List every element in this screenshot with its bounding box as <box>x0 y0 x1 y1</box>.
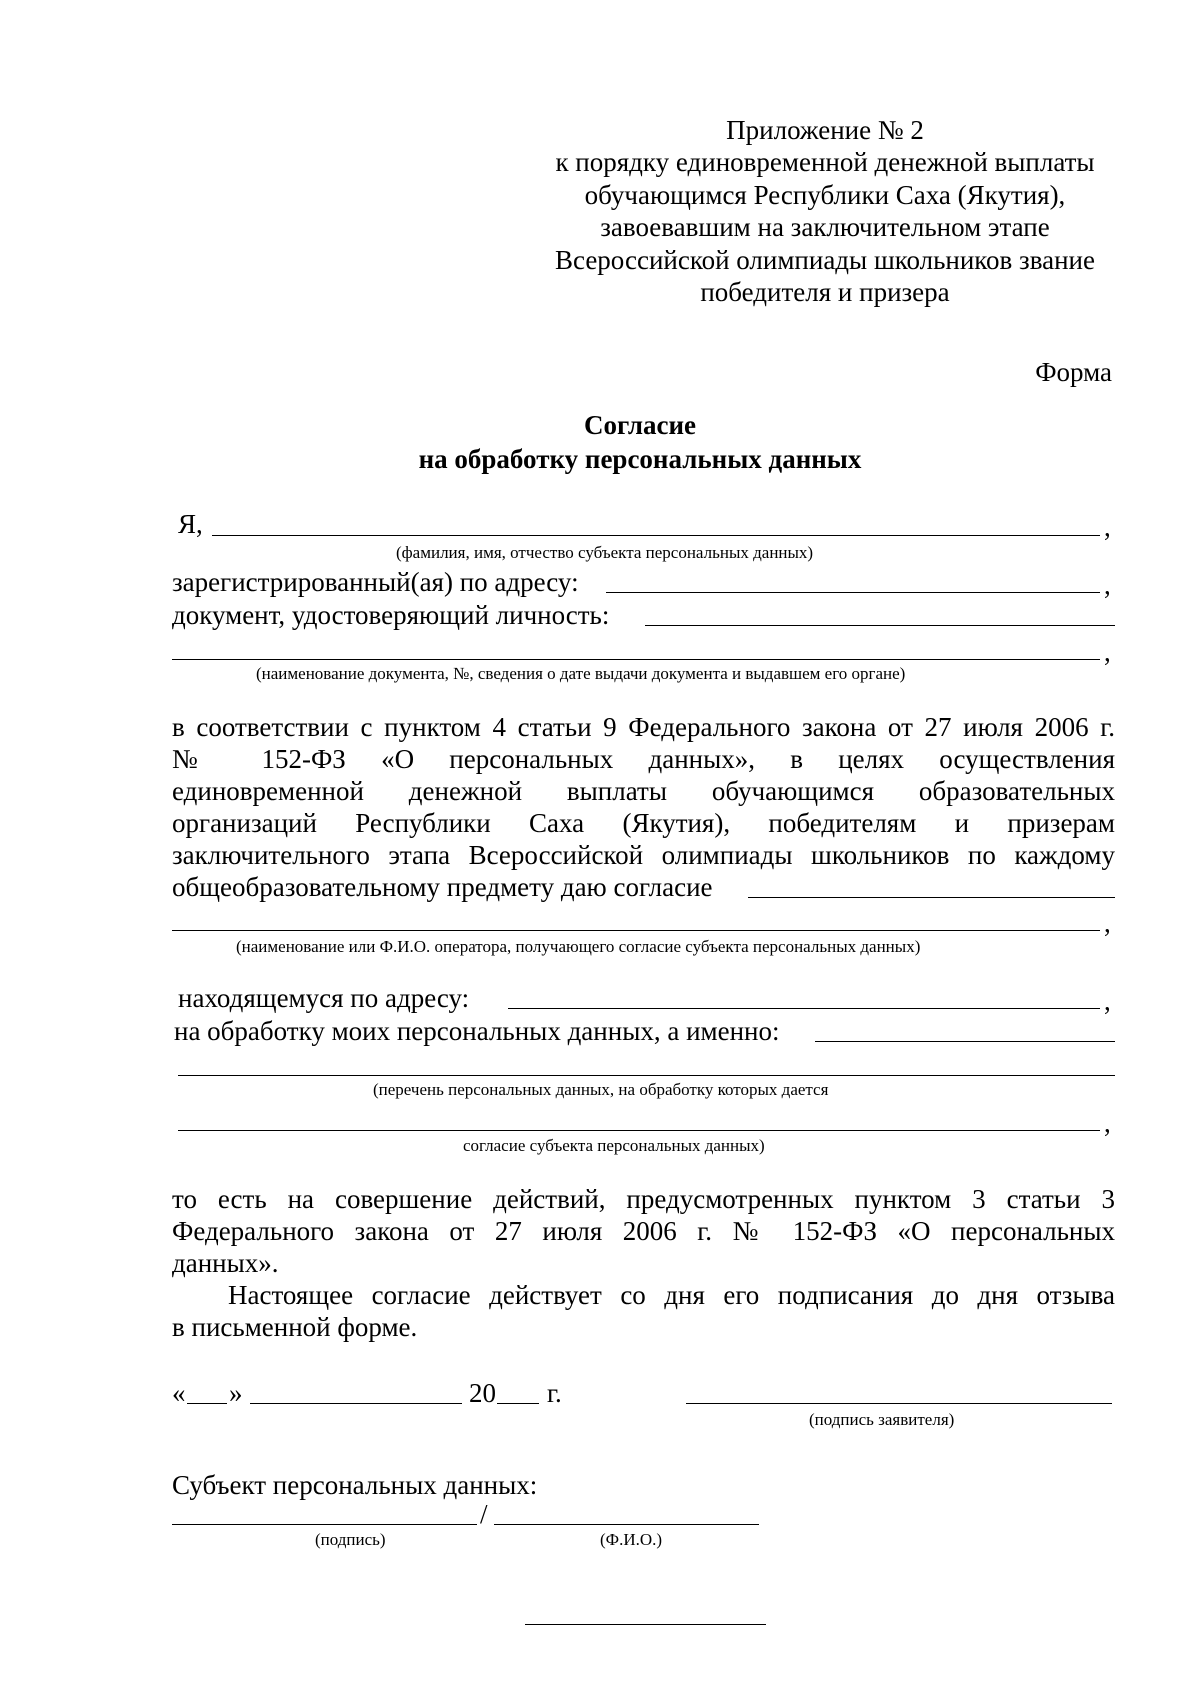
list-caption: согласие субъекта персональных данных) <box>463 1136 765 1155</box>
document-label: документ, удостоверяющий личность: <box>172 600 610 630</box>
appendix-line: Приложение № 2 <box>726 115 924 145</box>
appendix-line: обучающимся Республики Саха (Якутия), <box>584 180 1066 210</box>
operator-field-line[interactable] <box>172 930 1100 931</box>
body-text-line: то есть на совершение действий, предусмотренных пунктом 3 статьи 3 <box>172 1184 1115 1214</box>
body-text-line: единовременной денежной выплаты обучающимся образовательных <box>172 776 1115 806</box>
address-label: зарегистрированный(ая) по адресу: <box>172 567 579 597</box>
applicant-signature-line[interactable] <box>686 1403 1112 1404</box>
body-text-line: организаций Республики Саха (Якутия), победителям и призерам <box>172 808 1115 838</box>
document-caption: (наименование документа, №, сведения о дате выдачи документа и выдавшем его органе) <box>256 664 906 683</box>
year-prefix: 20 <box>469 1378 496 1408</box>
subject-signature-caption: (подпись) <box>315 1530 386 1549</box>
year-suffix: г. <box>547 1378 562 1408</box>
day-field-line[interactable] <box>187 1403 227 1404</box>
subject-fio-caption: (Ф.И.О.) <box>600 1530 663 1549</box>
comma: , <box>1104 512 1111 542</box>
list-caption: (перечень персональных данных, на обработку которых дается <box>373 1080 829 1099</box>
body-text-line: № 152-ФЗ «О персональных данных», в целях осуществления <box>172 744 1115 774</box>
comma: , <box>1104 986 1111 1016</box>
body-text-line: общеобразовательному предмету даю согласие <box>172 872 713 902</box>
month-field-line[interactable] <box>250 1403 462 1404</box>
subject-label: Субъект персональных данных: <box>172 1470 538 1500</box>
document-field-line[interactable] <box>645 625 1115 626</box>
personal-data-line[interactable] <box>815 1041 1115 1042</box>
year-field-line[interactable] <box>497 1403 539 1404</box>
subject-signature-line[interactable] <box>172 1524 477 1525</box>
address-field-line[interactable] <box>606 592 1100 593</box>
appendix-line: Всероссийской олимпиады школьников звание <box>555 245 1095 275</box>
body-text-line: в письменной форме. <box>172 1312 418 1342</box>
date-close-quote: » <box>229 1378 243 1408</box>
slash: / <box>480 1499 488 1529</box>
appendix-line: к порядку единовременной денежной выплаты <box>555 147 1095 177</box>
document-subtitle: на обработку персональных данных <box>418 444 862 474</box>
located-label: находящемуся по адресу: <box>178 983 470 1013</box>
comma: , <box>1104 908 1111 938</box>
document-details-line[interactable] <box>172 659 1100 660</box>
date-open-quote: « <box>172 1378 186 1408</box>
personal-data-list-line[interactable] <box>178 1130 1100 1131</box>
processing-label: на обработку моих персональных данных, а именно: <box>174 1016 780 1046</box>
document-title: Согласие <box>583 410 697 440</box>
signature-caption: (подпись заявителя) <box>809 1410 955 1429</box>
operator-caption: (наименование или Ф.И.О. оператора, получающего согласие субъекта персональных данных) <box>236 937 921 956</box>
i-label: Я, <box>178 509 203 539</box>
body-text-line: данных». <box>172 1248 279 1278</box>
subject-fio-line[interactable] <box>494 1524 759 1525</box>
body-text-line: заключительного этапа Всероссийской олимпиады школьников по каждому <box>172 840 1115 870</box>
body-text-line: Федерального закона от 27 июля 2006 г. № 152-ФЗ «О персональных <box>172 1216 1115 1246</box>
consent-field-line[interactable] <box>748 897 1115 898</box>
appendix-line: победителя и призера <box>700 277 950 307</box>
form-label: Форма <box>1035 357 1112 387</box>
comma: , <box>1104 1108 1111 1138</box>
comma: , <box>1104 570 1111 600</box>
footer-separator <box>525 1624 766 1625</box>
body-text-line: в соответствии с пунктом 4 статьи 9 Федерального закона от 27 июля 2006 г. <box>172 712 1115 742</box>
body-text-line: Настоящее согласие действует со дня его подписания до дня отзыва <box>228 1280 1115 1310</box>
fio-caption: (фамилия, имя, отчество субъекта персональных данных) <box>396 543 814 562</box>
fio-field-line[interactable] <box>212 535 1100 536</box>
operator-address-line[interactable] <box>508 1008 1100 1009</box>
appendix-line: завоевавшим на заключительном этапе <box>600 212 1050 242</box>
comma: , <box>1104 637 1111 667</box>
personal-data-list-line[interactable] <box>178 1075 1115 1076</box>
